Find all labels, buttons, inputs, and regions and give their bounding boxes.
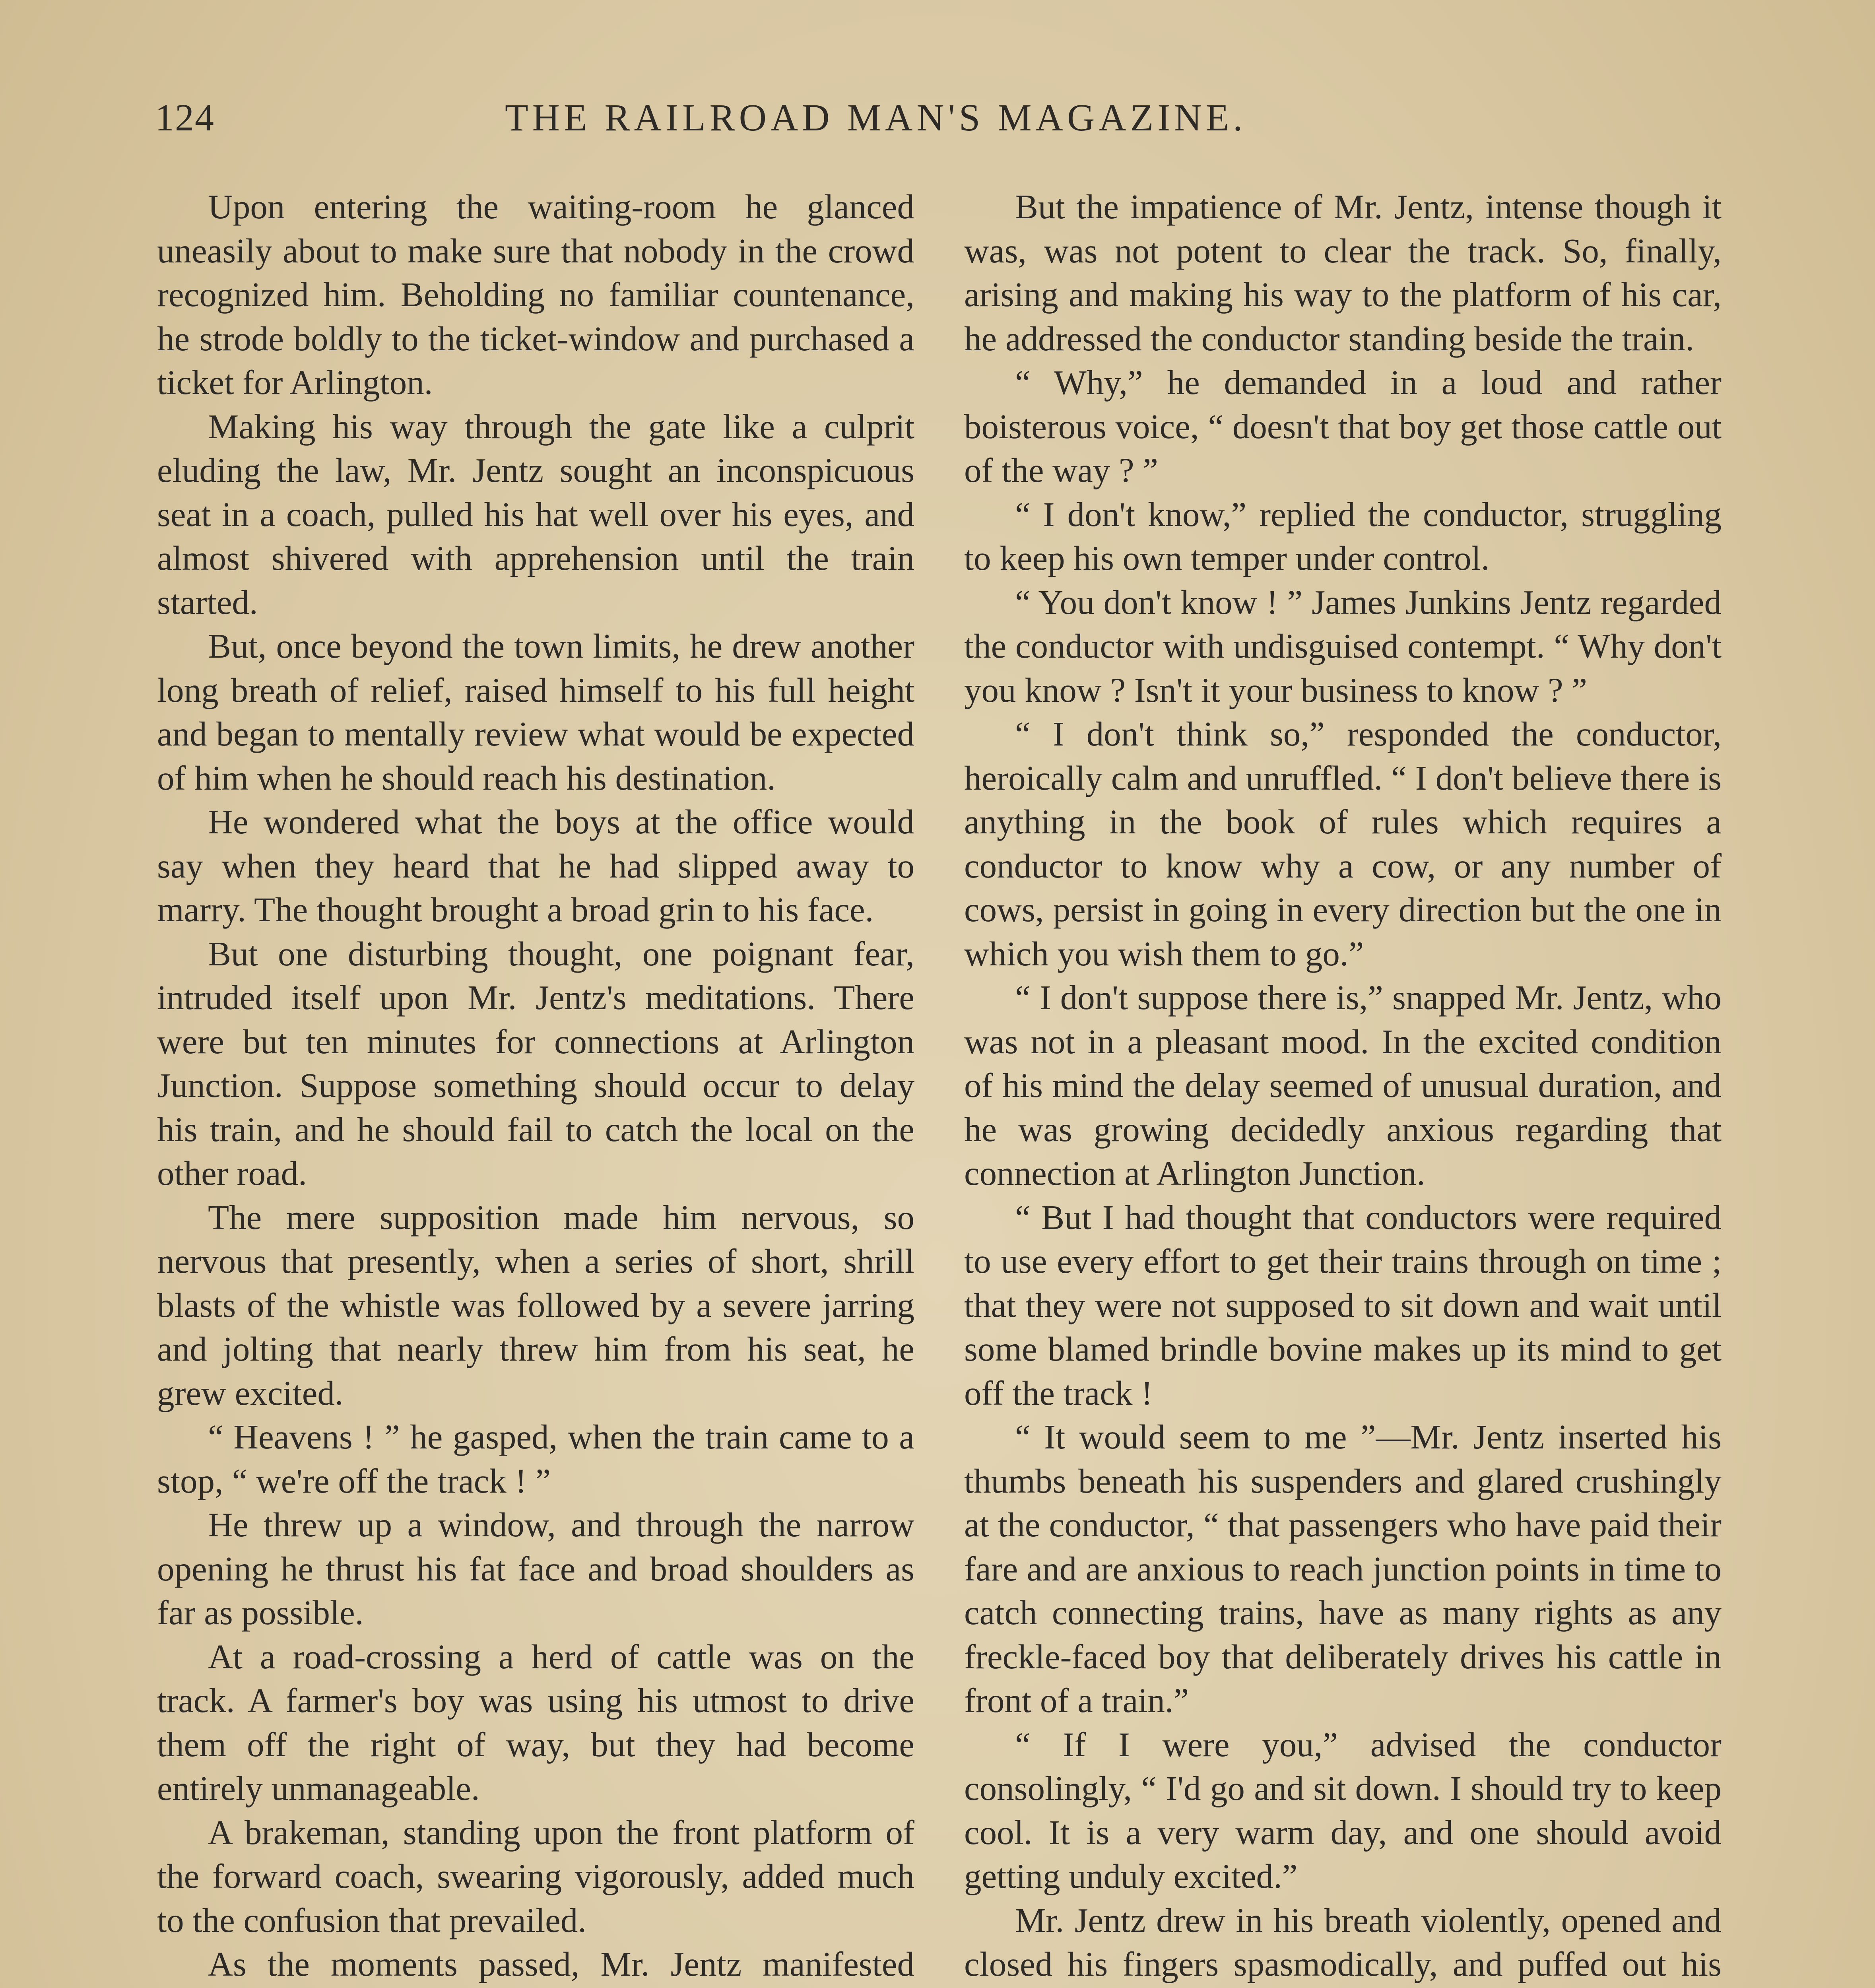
- paragraph: “ You don't know ! ” James Junkins Jentz regarded the conductor with undisguised contempt. “ Why don't you know ? Isn't it your business to know ? ”: [964, 582, 1722, 709]
- paragraph: “ But I had thought that conductors were required to use every effort to get their trains through on time ; that they were not supposed to sit down and wait until some blamed brindle bovine makes up its mind to get off the track !: [964, 1198, 1722, 1412]
- paragraph: Upon entering the waiting-room he glanced uneasily about to make sure that nobody in the crowd recognized him. Beholding no familiar countenance, he strode boldly to the ticket-window and purchased a ticket for Arlington.: [157, 187, 914, 402]
- paragraph: “ I don't think so,” responded the conductor, heroically calm and unruffled. “ I don't believe there is anything in the book of rules which requires a conductor to know why a cow, or any number of cows, persist in going in every direction but the one in which you wish them to go.”: [964, 714, 1722, 973]
- paragraph: “ I don't know,” replied the conductor, struggling to keep his own temper under control.: [964, 495, 1722, 577]
- paragraph: Making his way through the gate like a culprit eluding the law, Mr. Jentz sought an inconspicuous seat in a coach, pulled his hat well over his eyes, and almost shivered with apprehension until the train started.: [157, 407, 914, 621]
- paragraph: Mr. Jentz drew in his breath violently, opened and closed his fingers spasmodically, and puffed out his: [964, 1901, 1722, 1983]
- paragraph: But, once beyond the town limits, he drew another long breath of relief, raised himself to his full height and began to mentally review what would be expected of him when he should reach his destination.: [157, 627, 914, 797]
- paragraph: The mere supposition made him nervous, so nervous that presently, when a series of short, shrill blasts of the whistle was followed by a severe jarring and jolting that nearly threw him from his seat, he grew excited.: [157, 1198, 914, 1412]
- paragraph: A brakeman, standing upon the front platform of the forward coach, swearing vigorously, added much to the confusion that prevailed.: [157, 1813, 914, 1939]
- paragraph: He threw up a window, and through the narrow opening he thrust his fat face and broad shoulders as far as possible.: [157, 1505, 914, 1632]
- paragraph: As the moments passed, Mr. Jentz manifested: [208, 1945, 914, 1983]
- paragraph: But the impatience of Mr. Jentz, intense though it was, was not potent to clear the track. So, finally, arising and making his way to the platform of his car, he addressed the conductor standing beside the train.: [964, 187, 1722, 358]
- left-column: [157, 185, 914, 1988]
- paragraph: At a road-crossing a herd of cattle was on the track. A farmer's boy was using his utmost to drive them off the right of way, but they had become entirely unmanageable.: [157, 1637, 914, 1807]
- paragraph: “ I don't suppose there is,” snapped Mr. Jentz, who was not in a pleasant mood. In the excited condition of his mind the delay seemed of unusual duration, and he was growing decidedly anxious regarding that connection at Arlington Junction.: [964, 978, 1722, 1192]
- page-header: [155, 95, 1745, 155]
- paragraph: “ If I were you,” advised the conductor consolingly, “ I'd go and sit down. I should try to keep cool. It is a very warm day, and one should avoid getting unduly excited.”: [964, 1725, 1722, 1895]
- paragraph: “ It would seem to me ”—Mr. Jentz inserted his thumbs beneath his suspenders and glared crushingly at the conductor, “ that passengers who have paid their fare and are anxious to reach junction points in time to catch connecting trains, have as many rights as any freckle-faced boy that deliberately drives his cattle in front of a train.”: [964, 1417, 1722, 1720]
- right-column: [964, 185, 1722, 1988]
- paragraph: He wondered what the boys at the office would say when they heard that he had slipped away to marry. The thought brought a broad grin to his face.: [157, 802, 914, 929]
- page-number: 124: [155, 96, 215, 139]
- magazine-title: THE RAILROAD MAN'S MAGAZINE.: [505, 96, 1247, 139]
- paragraph: “ Heavens ! ” he gasped, when the train came to a stop, “ we're off the track ! ”: [157, 1417, 914, 1500]
- paragraph: “ Why,” he demanded in a loud and rather boisterous voice, “ doesn't that boy get those cattle out of the way ? ”: [964, 363, 1722, 489]
- paragraph: But one disturbing thought, one poignant fear, intruded itself upon Mr. Jentz's meditations. There were but ten minutes for connections at Arlington Junction. Suppose something should occur to delay his train, and he should fail to catch the local on the other road.: [157, 934, 914, 1192]
